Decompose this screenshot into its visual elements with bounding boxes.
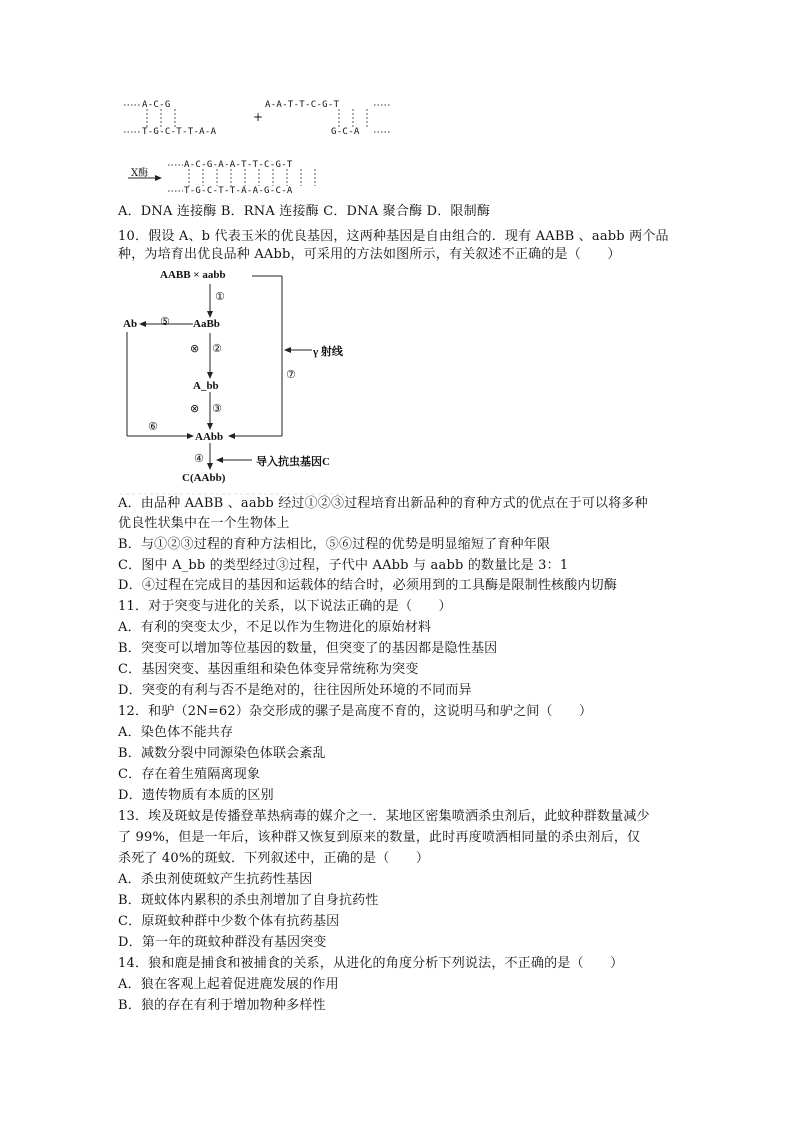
step-5-label: ⑤ [160,315,170,328]
breeding-diagram-lines [0,0,794,500]
q11-option-c: C．基因突变、基因重组和染色体变异常统称为突变 [118,662,419,677]
q10-option-a-line2: 优良性状集中在一个生物体上 [118,516,290,531]
step-7-label: ⑦ [286,368,296,381]
q12-option-d: D．遗传物质有本质的区别 [118,788,274,803]
q11-option-b: B．突变可以增加等位基因的数量，但突变了的基因都是隐性基因 [118,641,498,656]
q11-option-a: A．有利的突变太少，不足以作为生物进化的原始材料 [118,620,432,635]
q13-stem-line1: 13．埃及斑蚊是传播登革热病毒的媒介之一．某地区密集喷洒杀虫剂后，此蚊种群数量减少 [118,809,650,824]
step-2-label: ② [212,342,222,355]
q14-option-a: A．狼在客观上起着促进鹿发展的作用 [118,977,339,992]
q10-stem-line1: 10．假设 A、b 代表玉米的优良基因，这两种基因是自由组合的．现有 AABB 、aabb 两个品 [118,229,669,244]
selfing-symbol-2: ⊗ [190,402,200,415]
q11-stem: 11．对于突变与进化的关系，以下说法正确的是（ ） [118,599,452,614]
enzyme-x-label: X酶 [131,168,149,179]
insert-gene-label: 导入抗虫基因C [256,456,330,468]
q10-stem-line2: 种，为培育出优良品种 AAbb，可采用的方法如图所示，有关叙述不正确的是（ ） [118,247,621,262]
aabb-target-label: AAbb [195,431,224,443]
q13-option-c: C．原斑蚊种群中少数个体有抗药基因 [118,914,340,929]
dna-left-bottom-strand: T-G-C-T-T-A-A [142,127,217,137]
dna-result-bottom-strand: T-G-C-T-T-A-A-G-C-A [184,186,293,196]
q13-stem-line2: 了 99%，但是一年后，该种群又恢复到原来的数量，此时再度喷洒相同量的杀虫剂后，仅 [118,830,641,845]
q10-option-a-line1: A．由品种 AABB 、aabb 经过①②③过程培育出新品种的育种方式的优点在于可以将多种 [118,496,648,511]
a-bb-label: A_bb [193,380,219,392]
step-3-label: ③ [212,402,222,415]
q13-stem-line3: 杀死了 40%的斑蚊．下列叙述中，正确的是（ ） [118,851,430,866]
dna-plus-sign: + [253,110,264,124]
parents-label: AABB × aabb [160,269,226,281]
q11-option-d: D．突变的有利与否不是绝对的，往往因所处环境的不同而异 [118,683,472,698]
dna-right-top-strand: A-A-T-T-C-G-T [265,100,340,110]
dna-result-top-strand: A-C-G-A-A-T-T-C-G-T [184,160,293,170]
q14-option-b: B．狼的存在有利于增加物种多样性 [118,998,326,1013]
q12-option-a: A．染色体不能共存 [118,725,234,740]
step-4-label: ④ [194,452,204,465]
q12-stem: 12．和驴（2N=62）杂交形成的骡子是高度不育的，这说明马和驴之间（ ） [118,704,593,719]
step-1-label: ① [215,290,225,303]
f1-label: AaBb [193,318,220,330]
q10-option-c: C．图中 A_bb 的类型经过③过程，子代中 AAbb 与 aabb 的数量比是 3：1 [118,558,569,573]
gamma-ray-label: γ 射线 [313,346,343,358]
step-6-label: ⑥ [148,420,158,433]
dna-right-bottom-strand: G-C-A [331,127,360,137]
q12-option-c: C．存在着生殖隔离现象 [118,767,261,782]
q9-options: A．DNA 连接酶 B．RNA 连接酶 C．DNA 聚合酶 D．限制酶 [118,204,491,219]
q13-option-b: B．斑蚊体内累积的杀虫剂增加了自身抗药性 [118,893,379,908]
q13-option-a: A．杀虫剂使斑蚊产生抗药性基因 [118,872,313,887]
ab-haploid-label: Ab [123,318,138,330]
dna-left-top-strand: A-C-G [142,100,171,110]
q10-option-d: D．④过程在完成目的基因和运载体的结合时，必须用到的工具酶是限制性核酸内切酶 [118,578,618,593]
final-variety-label: C(AAbb) [182,472,226,484]
q10-option-b: B．与①②③过程的育种方法相比，⑤⑥过程的优势是明显缩短了育种年限 [118,537,551,552]
q13-option-d: D．第一年的斑蚊种群没有基因突变 [118,935,327,950]
q14-stem: 14．狼和鹿是捕食和被捕食的关系，从进化的角度分析下列说法，不正确的是（ ） [118,956,624,971]
selfing-symbol-1: ⊗ [190,342,200,355]
q12-option-b: B．减数分裂中同源染色体联会紊乱 [118,746,326,761]
